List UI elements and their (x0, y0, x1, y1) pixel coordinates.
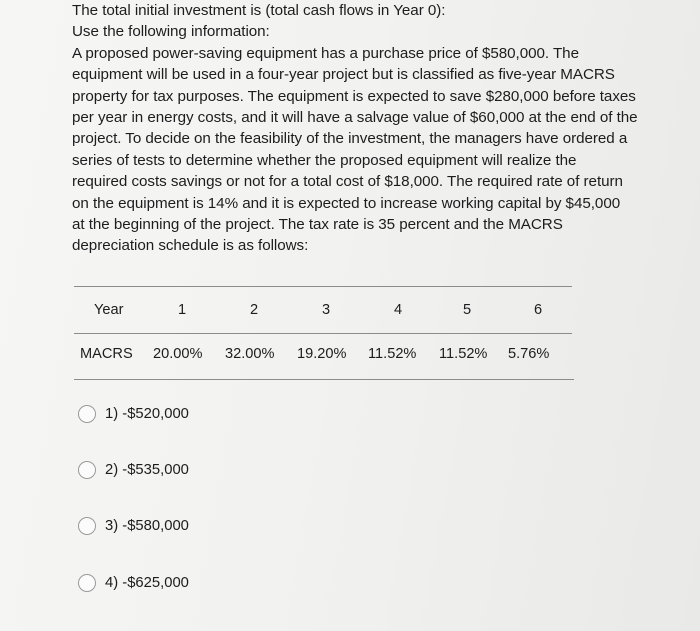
year-cell: 1 (178, 302, 187, 318)
question-line: property for tax purposes. The equipment is expected to save $280,000 before taxes (72, 87, 636, 105)
radio-button-icon[interactable] (78, 574, 96, 592)
answer-option-2[interactable] (78, 461, 189, 479)
macrs-rate-cell: 11.52% (439, 346, 488, 362)
macrs-rate-cell: 19.20% (297, 346, 347, 362)
question-line: at the beginning of the project. The tax rate is 35 percent and the MACRS (72, 216, 563, 234)
answer-option-label: 3) -$580,000 (105, 518, 189, 534)
question-line: per year in energy costs, and it will have a salvage value of $60,000 at the end of the (72, 109, 638, 127)
year-cell: 3 (322, 302, 331, 318)
question-line-title: The total initial investment is (total cash flows in Year 0): (72, 2, 446, 19)
macrs-label: MACRS (80, 346, 133, 362)
answer-option-3[interactable] (78, 517, 189, 535)
radio-button-icon[interactable] (78, 461, 96, 479)
question-line: A proposed power-saving equipment has a purchase price of $580,000. The (72, 44, 579, 62)
question-line: depreciation schedule is as follows: (72, 237, 309, 255)
macrs-rate-cell: 20.00% (153, 346, 203, 362)
macrs-rate-cell: 11.52% (368, 346, 417, 362)
question-line: project. To decide on the feasibility of the investment, the managers have ordered a (72, 130, 628, 148)
table-top-rule (74, 286, 572, 287)
year-cell: 2 (250, 302, 259, 318)
macrs-table (74, 286, 574, 386)
year-cell: 5 (463, 302, 472, 318)
question-line: equipment will be used in a four-year project but is classified as five-year MACRS (72, 66, 615, 84)
year-cell: 4 (394, 302, 403, 318)
answer-option-label: 4) -$625,000 (105, 575, 189, 591)
year-cell: 6 (534, 302, 543, 318)
table-middle-rule (74, 333, 572, 334)
radio-button-icon[interactable] (78, 517, 96, 535)
question-line-instruction: Use the following information: (72, 23, 270, 41)
table-bottom-rule (74, 379, 574, 380)
radio-button-icon[interactable] (78, 405, 96, 423)
macrs-rate-cell: 5.76% (508, 346, 550, 362)
answer-option-label: 2) -$535,000 (105, 462, 189, 478)
answer-option-label: 1) -$520,000 (105, 406, 189, 422)
question-line: on the equipment is 14% and it is expected to increase working capital by $45,000 (72, 194, 621, 212)
year-header: Year (94, 302, 124, 318)
macrs-rate-cell: 32.00% (225, 346, 275, 362)
question-line: required costs savings or not for a total cost of $18,000. The required rate of return (72, 173, 623, 191)
question-text (72, 0, 692, 257)
answer-option-1[interactable] (78, 405, 189, 423)
question-line: series of tests to determine whether the proposed equipment will realize the (72, 151, 577, 169)
answer-option-4[interactable] (78, 574, 189, 592)
